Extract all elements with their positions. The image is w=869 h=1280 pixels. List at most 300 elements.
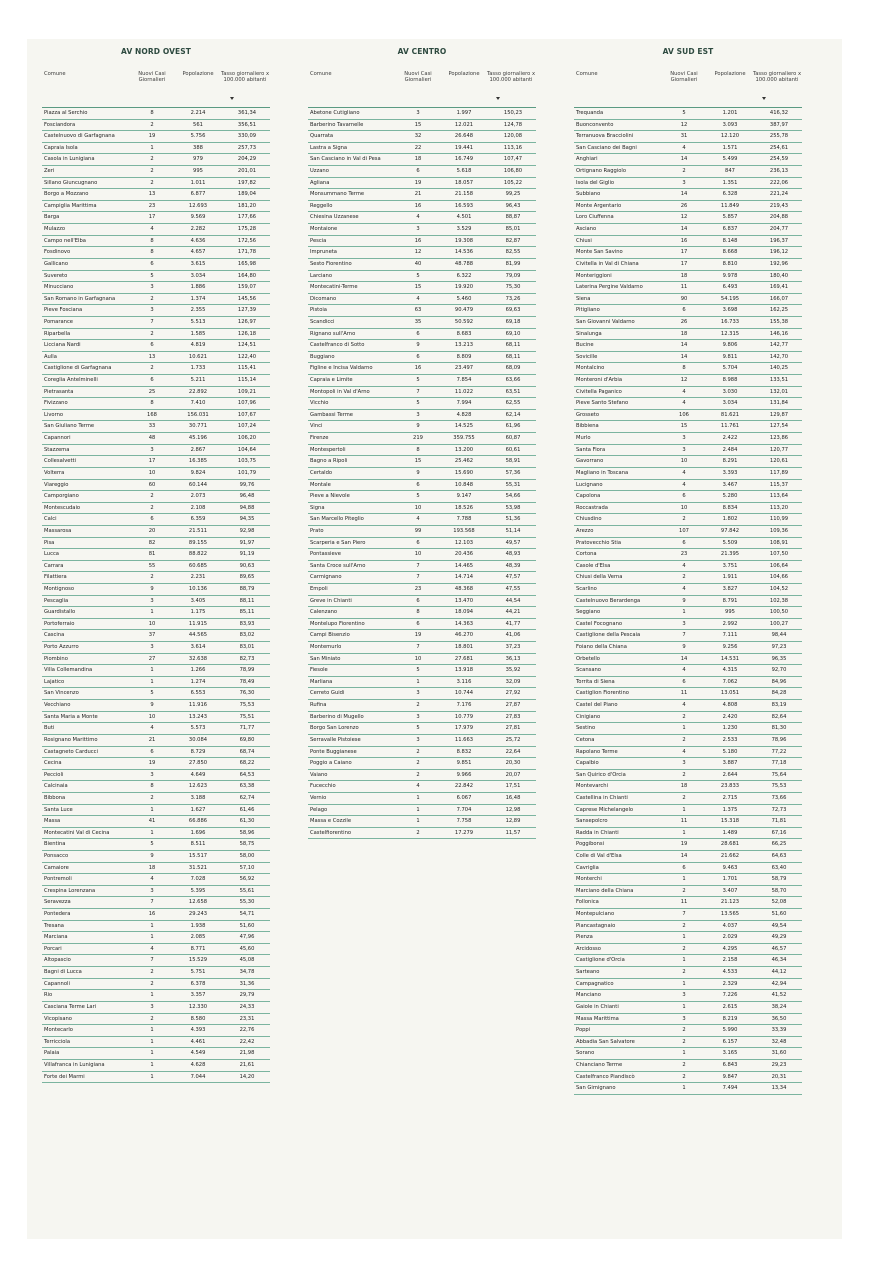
cell-popolazione: 5.573 <box>190 725 206 732</box>
table-row <box>42 863 270 875</box>
table-row <box>574 514 802 526</box>
cell-tasso: 192,96 <box>769 260 789 267</box>
cell-tasso: 108,91 <box>769 539 789 546</box>
table-row <box>308 387 536 399</box>
header-tasso-sortable[interactable]: Tasso giornaliero x 100.000 abitanti <box>220 71 270 84</box>
cell-nuovi-casi: 2 <box>682 794 686 801</box>
cell-tasso: 71,81 <box>771 818 787 825</box>
cell-comune: Bibbiena <box>576 423 599 430</box>
table-av-centro <box>308 39 536 839</box>
cell-comune: Riparbella <box>44 330 71 337</box>
table-row <box>574 538 802 550</box>
sort-descending-icon[interactable] <box>762 97 766 100</box>
cell-comune: Campiglia Marittima <box>44 202 97 209</box>
header-comune: Comune <box>310 71 332 77</box>
cell-comune: Licciana Nardi <box>44 342 81 349</box>
table-row <box>308 770 536 782</box>
table-row <box>574 851 802 863</box>
cell-comune: Magliano in Toscana <box>576 469 629 476</box>
cell-nuovi-casi: 4 <box>682 748 686 755</box>
cell-comune: Crespina Lorenzana <box>44 887 96 894</box>
cell-nuovi-casi: 21 <box>414 191 422 198</box>
cell-comune: Camporgiano <box>44 493 79 500</box>
table-row <box>574 154 802 166</box>
cell-tasso: 124,78 <box>503 121 523 128</box>
cell-tasso: 49,54 <box>771 922 787 929</box>
cell-tasso: 109,36 <box>769 527 789 534</box>
cell-comune: Chiusdino <box>576 516 602 523</box>
cell-popolazione: 12.103 <box>454 539 474 546</box>
cell-tasso: 12,89 <box>505 818 521 825</box>
cell-popolazione: 9.569 <box>190 214 206 221</box>
cell-tasso: 142,77 <box>769 342 789 349</box>
cell-popolazione: 6.157 <box>722 1038 738 1045</box>
cell-tasso: 71,77 <box>239 725 255 732</box>
cell-tasso: 117,89 <box>769 469 789 476</box>
cell-nuovi-casi: 3 <box>416 736 420 743</box>
cell-comune: Terricciola <box>44 1038 71 1045</box>
cell-comune: Pelago <box>310 806 328 813</box>
cell-tasso: 133,51 <box>769 377 789 384</box>
cell-comune: San Casciano in Val di Pesa <box>310 156 381 163</box>
cell-nuovi-casi: 2 <box>150 156 154 163</box>
cell-popolazione: 7.111 <box>722 632 738 639</box>
cell-comune: Prato <box>310 527 324 534</box>
cell-comune: Uzzano <box>310 168 329 175</box>
cell-popolazione: 6.553 <box>190 690 206 697</box>
cell-popolazione: 13.200 <box>454 446 474 453</box>
cell-comune: Poppi <box>576 1027 591 1034</box>
cell-popolazione: 1.802 <box>722 516 738 523</box>
table-row <box>42 317 270 329</box>
cell-nuovi-casi: 2 <box>416 771 420 778</box>
cell-popolazione: 8.832 <box>456 748 472 755</box>
cell-popolazione: 5.180 <box>722 748 738 755</box>
cell-nuovi-casi: 1 <box>150 1027 154 1034</box>
cell-popolazione: 2.644 <box>722 771 738 778</box>
cell-tasso: 62,74 <box>239 794 255 801</box>
cell-popolazione: 4.037 <box>722 922 738 929</box>
cell-comune: Chiusi <box>576 237 592 244</box>
cell-nuovi-casi: 99 <box>414 527 422 534</box>
cell-popolazione: 5.211 <box>190 377 206 384</box>
table-row <box>574 886 802 898</box>
cell-nuovi-casi: 20 <box>148 527 156 534</box>
cell-comune: Viareggio <box>44 481 69 488</box>
cell-tasso: 96,35 <box>771 655 787 662</box>
table-row <box>42 131 270 143</box>
cell-tasso: 63,38 <box>239 783 255 790</box>
cell-popolazione: 54.195 <box>720 295 740 302</box>
cell-comune: Cecina <box>44 760 62 767</box>
cell-nuovi-casi: 3 <box>416 690 420 697</box>
cell-nuovi-casi: 41 <box>148 818 156 825</box>
cell-comune: Montecatini Val di Cecina <box>44 829 110 836</box>
cell-tasso: 196,12 <box>769 249 789 256</box>
cell-popolazione: 16.749 <box>454 156 474 163</box>
table-row <box>574 805 802 817</box>
table-row <box>574 770 802 782</box>
cell-comune: Signa <box>310 504 325 511</box>
cell-popolazione: 12.623 <box>188 783 208 790</box>
cell-popolazione: 1.911 <box>722 574 738 581</box>
cell-comune: Buggiano <box>310 353 335 360</box>
table-row <box>574 607 802 619</box>
cell-popolazione: 7.788 <box>456 516 472 523</box>
cell-tasso: 126,18 <box>237 330 257 337</box>
cell-tasso: 55,30 <box>239 899 255 906</box>
cell-tasso: 145,56 <box>237 295 257 302</box>
cell-comune: Laterina Pergine Valdarno <box>576 284 643 291</box>
cell-comune: Pratovecchio Stia <box>576 539 622 546</box>
table-row <box>308 747 536 759</box>
cell-comune: Castelfranco Piandiscò <box>576 1073 635 1080</box>
cell-comune: Cetona <box>576 736 595 743</box>
cell-popolazione: 19.920 <box>454 284 474 291</box>
cell-popolazione: 1.886 <box>190 284 206 291</box>
cell-comune: Certaldo <box>310 469 333 476</box>
cell-nuovi-casi: 16 <box>414 365 422 372</box>
cell-tasso: 83,93 <box>239 620 255 627</box>
cell-popolazione: 27.681 <box>454 655 474 662</box>
cell-popolazione: 12.658 <box>188 899 208 906</box>
cell-nuovi-casi: 4 <box>416 214 420 221</box>
table-row <box>308 398 536 410</box>
cell-nuovi-casi: 5 <box>416 400 420 407</box>
cell-nuovi-casi: 1 <box>682 876 686 883</box>
cell-nuovi-casi: 2 <box>150 330 154 337</box>
cell-comune: Monte Argentario <box>576 202 622 209</box>
cell-tasso: 90,63 <box>239 562 255 569</box>
cell-popolazione: 3.751 <box>722 562 738 569</box>
cell-nuovi-casi: 5 <box>416 377 420 384</box>
table-av-nord-ovest <box>42 39 270 1083</box>
cell-popolazione: 81.621 <box>720 411 740 418</box>
cell-comune: Villa Collemandina <box>44 667 93 674</box>
cell-nuovi-casi: 5 <box>416 272 420 279</box>
cell-nuovi-casi: 2 <box>150 980 154 987</box>
cell-comune: Rapolano Terme <box>576 748 618 755</box>
cell-comune: Pistoia <box>310 307 327 314</box>
cell-popolazione: 4.657 <box>190 249 206 256</box>
cell-tasso: 54,71 <box>239 911 255 918</box>
cell-nuovi-casi: 1 <box>682 1050 686 1057</box>
table-row <box>42 271 270 283</box>
cell-popolazione: 44.565 <box>188 632 208 639</box>
cell-nuovi-casi: 3 <box>150 644 154 651</box>
cell-tasso: 20,31 <box>771 1073 787 1080</box>
cell-comune: Pienza <box>576 934 593 941</box>
sort-descending-icon[interactable] <box>496 97 500 100</box>
cell-tasso: 73,66 <box>771 794 787 801</box>
cell-comune: Anghiari <box>576 156 598 163</box>
cell-popolazione: 8.148 <box>722 237 738 244</box>
cell-nuovi-casi: 2 <box>682 713 686 720</box>
cell-nuovi-casi: 3 <box>150 597 154 604</box>
cell-nuovi-casi: 2 <box>682 516 686 523</box>
cell-comune: Montignoso <box>44 585 75 592</box>
cell-tasso: 58,00 <box>239 853 255 859</box>
cell-popolazione: 8.511 <box>190 841 206 848</box>
cell-tasso: 100,27 <box>769 620 789 627</box>
table-row <box>308 305 536 317</box>
cell-comune: Lucignano <box>576 481 603 488</box>
cell-nuovi-casi: 3 <box>150 1003 154 1010</box>
cell-popolazione: 2.615 <box>722 1003 738 1010</box>
cell-tasso: 181,20 <box>237 202 257 209</box>
cell-tasso: 106,80 <box>503 168 523 175</box>
cell-nuovi-casi: 8 <box>150 400 154 407</box>
table-row <box>574 212 802 224</box>
cell-popolazione: 6.322 <box>456 272 472 279</box>
cell-tasso: 73,26 <box>505 295 521 302</box>
cell-comune: Altopascio <box>44 957 71 964</box>
cell-tasso: 36,13 <box>505 655 521 662</box>
table-row <box>308 340 536 352</box>
cell-popolazione: 48.788 <box>454 260 474 267</box>
cell-comune: Montepulciano <box>576 911 615 918</box>
cell-comune: Scansano <box>576 667 601 674</box>
cell-popolazione: 3.407 <box>722 887 738 894</box>
cell-nuovi-casi: 13 <box>148 191 156 198</box>
cell-popolazione: 7.494 <box>722 1085 738 1092</box>
cell-tasso: 41,77 <box>505 620 521 627</box>
cell-tasso: 104,52 <box>769 585 789 592</box>
cell-popolazione: 1.585 <box>190 330 206 337</box>
table-row <box>42 514 270 526</box>
cell-nuovi-casi: 1 <box>150 934 154 941</box>
table-row <box>574 178 802 190</box>
cell-comune: Trequanda <box>576 110 604 116</box>
cell-popolazione: 46.270 <box>454 632 474 639</box>
cell-popolazione: 4.549 <box>190 1050 206 1057</box>
cell-popolazione: 8.668 <box>722 249 738 256</box>
cell-nuovi-casi: 14 <box>680 226 688 233</box>
cell-comune: Sinalunga <box>576 330 602 337</box>
table-row <box>574 665 802 677</box>
cell-nuovi-casi: 5 <box>416 725 420 732</box>
table-row <box>574 1014 802 1026</box>
cell-popolazione: 3.034 <box>722 400 738 407</box>
cell-nuovi-casi: 1 <box>150 144 154 151</box>
cell-tasso: 84,28 <box>771 690 787 697</box>
cell-popolazione: 7.028 <box>190 876 206 883</box>
cell-nuovi-casi: 17 <box>680 249 688 256</box>
cell-tasso: 60,61 <box>505 446 521 453</box>
sort-descending-icon[interactable] <box>230 97 234 100</box>
cell-popolazione: 7.062 <box>722 678 738 685</box>
cell-comune: Civitella in Val di Chiana <box>576 260 639 267</box>
cell-nuovi-casi: 4 <box>682 585 686 592</box>
cell-popolazione: 15.690 <box>454 469 474 476</box>
header-tasso-sortable[interactable]: Tasso giornaliero x 100.000 abitanti <box>486 71 536 84</box>
cell-tasso: 81,30 <box>771 725 787 732</box>
cell-nuovi-casi: 2 <box>416 760 420 767</box>
cell-popolazione: 5.756 <box>190 133 206 140</box>
cell-comune: Castelnuovo di Garfagnana <box>44 133 115 140</box>
cell-tasso: 75,64 <box>771 771 787 778</box>
table-row <box>574 1025 802 1037</box>
table-row <box>42 596 270 608</box>
cell-tasso: 24,33 <box>239 1003 255 1010</box>
table-row <box>308 572 536 584</box>
cell-nuovi-casi: 2 <box>682 969 686 976</box>
cell-nuovi-casi: 6 <box>682 864 686 871</box>
table-row <box>42 329 270 341</box>
table-row <box>308 421 536 433</box>
cell-tasso: 17,51 <box>505 783 521 790</box>
cell-nuovi-casi: 6 <box>416 330 420 337</box>
cell-comune: Guardistallo <box>44 609 76 616</box>
cell-tasso: 416,32 <box>769 110 789 116</box>
cell-nuovi-casi: 12 <box>680 121 688 128</box>
cell-nuovi-casi: 2 <box>150 121 154 128</box>
cell-popolazione: 14.363 <box>454 620 474 627</box>
table-row <box>42 108 270 120</box>
table-row <box>42 387 270 399</box>
table-row <box>42 572 270 584</box>
cell-tasso: 72,73 <box>771 806 787 813</box>
table-row <box>574 723 802 735</box>
cell-popolazione: 3.165 <box>722 1050 738 1057</box>
cell-nuovi-casi: 6 <box>416 353 420 360</box>
cell-popolazione: 1.374 <box>190 295 206 302</box>
cell-popolazione: 10.136 <box>188 585 208 592</box>
cell-popolazione: 1.696 <box>190 829 206 836</box>
table-row <box>574 967 802 979</box>
cell-tasso: 77,22 <box>771 748 787 755</box>
table-row <box>308 781 536 793</box>
cell-popolazione: 3.405 <box>190 597 206 604</box>
table-row <box>308 584 536 596</box>
cell-comune: Castelfiorentino <box>310 829 352 836</box>
cell-comune: Monterchi <box>576 876 602 883</box>
cell-popolazione: 5.460 <box>456 295 472 302</box>
cell-popolazione: 1.733 <box>190 365 206 372</box>
cell-comune: Cascina <box>44 632 65 639</box>
cell-nuovi-casi: 6 <box>416 168 420 175</box>
cell-tasso: 79,09 <box>505 272 521 279</box>
cell-tasso: 92,98 <box>239 527 255 534</box>
cell-popolazione: 1.011 <box>190 179 206 186</box>
table-row <box>308 805 536 817</box>
cell-popolazione: 10.779 <box>454 713 474 720</box>
table-row <box>42 805 270 817</box>
cell-nuovi-casi: 17 <box>148 458 156 465</box>
cell-nuovi-casi: 4 <box>416 295 420 302</box>
cell-comune: San Giovanni Valdarno <box>576 318 635 325</box>
cell-popolazione: 7.226 <box>722 992 738 999</box>
cell-nuovi-casi: 2 <box>150 493 154 500</box>
cell-nuovi-casi: 2 <box>682 771 686 778</box>
cell-comune: Calcinaia <box>44 783 68 790</box>
cell-nuovi-casi: 3 <box>416 411 420 418</box>
cell-tasso: 58,91 <box>505 458 521 465</box>
table-row <box>42 456 270 468</box>
cell-popolazione: 9.851 <box>456 760 472 767</box>
cell-nuovi-casi: 14 <box>680 342 688 349</box>
cell-comune: Reggello <box>310 202 333 209</box>
table-row <box>574 108 802 120</box>
table-body <box>42 108 270 1083</box>
cell-popolazione: 4.315 <box>722 667 738 674</box>
cell-popolazione: 6.359 <box>190 516 206 523</box>
cell-comune: Larciano <box>310 272 333 279</box>
cell-tasso: 11,57 <box>505 829 521 836</box>
cell-comune: Abetone Cutigliano <box>310 110 360 116</box>
cell-popolazione: 10.744 <box>454 690 474 697</box>
cell-nuovi-casi: 19 <box>148 133 156 140</box>
cell-tasso: 76,30 <box>239 690 255 697</box>
table-row <box>574 758 802 770</box>
table-row <box>308 201 536 213</box>
cell-popolazione: 9.811 <box>722 353 738 360</box>
table-row <box>42 549 270 561</box>
cell-popolazione: 5.499 <box>722 156 738 163</box>
cell-nuovi-casi: 3 <box>150 446 154 453</box>
cell-nuovi-casi: 6 <box>416 620 420 627</box>
cell-comune: Cinigiano <box>576 713 601 720</box>
cell-tasso: 172,56 <box>237 237 257 244</box>
table-row <box>574 1002 802 1014</box>
cell-nuovi-casi: 5 <box>150 272 154 279</box>
cell-nuovi-casi: 106 <box>679 411 689 418</box>
cell-nuovi-casi: 6 <box>416 597 420 604</box>
cell-nuovi-casi: 16 <box>414 237 422 244</box>
cell-nuovi-casi: 55 <box>148 562 156 569</box>
cell-nuovi-casi: 40 <box>414 260 422 267</box>
cell-comune: Castiglione di Garfagnana <box>44 365 112 372</box>
cell-comune: Lastra a Signa <box>310 144 348 151</box>
cell-comune: Firenze <box>310 435 329 442</box>
cell-nuovi-casi: 1 <box>416 806 420 813</box>
cell-comune: Manciano <box>576 992 601 999</box>
cell-tasso: 37,23 <box>505 644 521 651</box>
cell-popolazione: 60.685 <box>188 562 208 569</box>
cell-tasso: 82,64 <box>771 713 787 720</box>
table-row <box>308 491 536 503</box>
table-row <box>42 1025 270 1037</box>
cell-popolazione: 4.501 <box>456 214 472 221</box>
cell-popolazione: 2.329 <box>722 980 738 987</box>
table-row <box>574 329 802 341</box>
cell-nuovi-casi: 2 <box>682 574 686 581</box>
cell-popolazione: 156.031 <box>187 411 209 418</box>
cell-popolazione: 88.822 <box>188 551 208 558</box>
cell-nuovi-casi: 4 <box>682 667 686 674</box>
cell-tasso: 92,70 <box>771 667 787 674</box>
cell-nuovi-casi: 168 <box>147 411 157 418</box>
cell-tasso: 120,61 <box>769 458 789 465</box>
table-row <box>42 932 270 944</box>
table-row <box>42 491 270 503</box>
cell-comune: San Gimignano <box>576 1085 616 1092</box>
cell-tasso: 56,92 <box>239 876 255 883</box>
cell-nuovi-casi: 4 <box>682 702 686 709</box>
cell-tasso: 63,51 <box>505 388 521 395</box>
header-tasso-sortable[interactable]: Tasso giornaliero x 100.000 abitanti <box>752 71 802 84</box>
cell-comune: San Marcello Piteglio <box>310 516 364 523</box>
cell-nuovi-casi: 1 <box>682 1003 686 1010</box>
cell-popolazione: 8.580 <box>190 1015 206 1022</box>
cell-tasso: 88,79 <box>239 585 255 592</box>
cell-tasso: 27,81 <box>505 725 521 732</box>
cell-tasso: 91,19 <box>239 551 255 558</box>
table-row <box>574 572 802 584</box>
cell-nuovi-casi: 14 <box>680 353 688 360</box>
cell-nuovi-casi: 2 <box>150 794 154 801</box>
cell-nuovi-casi: 4 <box>682 481 686 488</box>
